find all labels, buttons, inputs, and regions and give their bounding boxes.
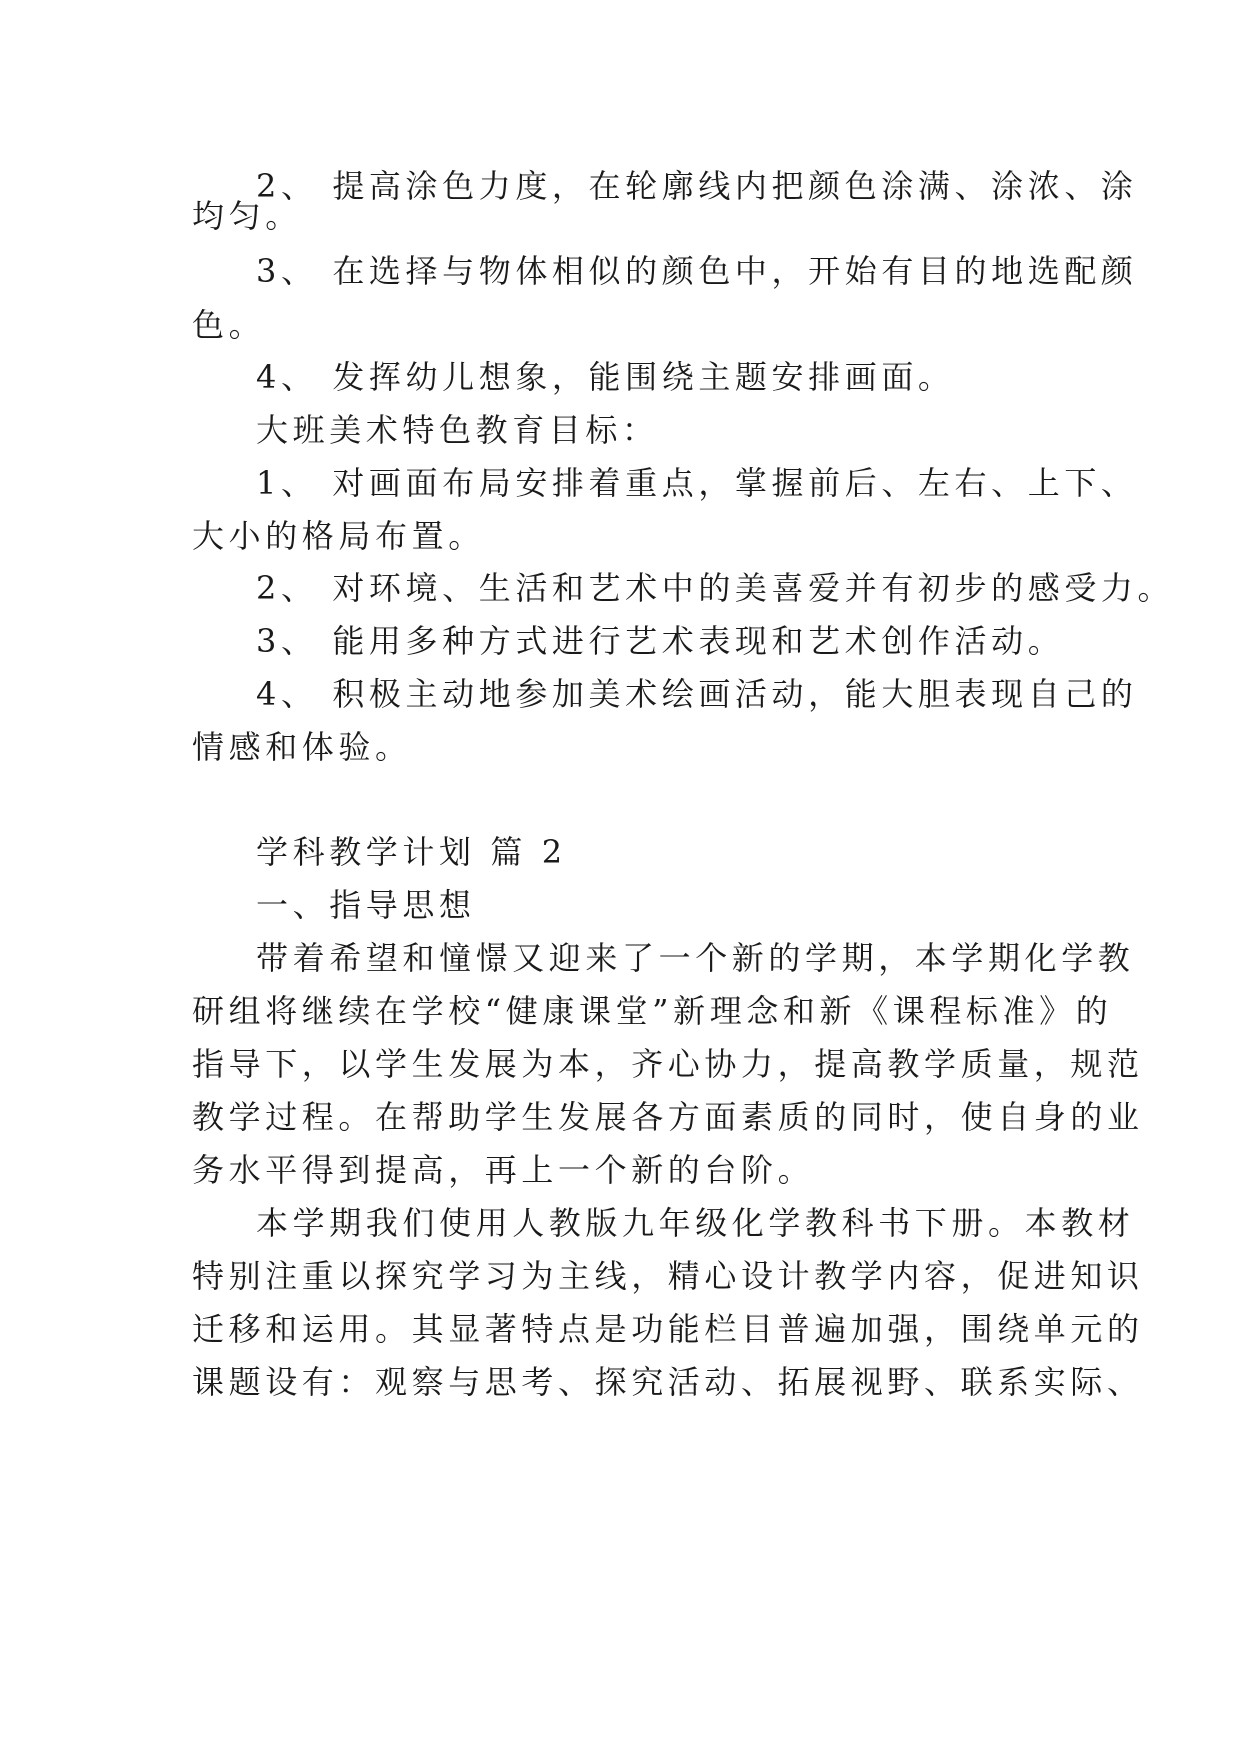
text-line: 色。 xyxy=(192,306,266,344)
text-line: 大小的格局布置。 xyxy=(192,517,485,555)
section-heading: 学科教学计划 篇 2 xyxy=(256,833,567,871)
text-line: 情感和体验。 xyxy=(192,728,412,766)
text-line: 2、 对环境、生活和艺术中的美喜爱并有初步的感受力。 xyxy=(256,569,1175,607)
text-line: 大班美术特色教育目标： xyxy=(256,411,659,449)
text-line: 特别注重以探究学习为主线，精心设计教学内容，促进知识 xyxy=(192,1257,1144,1295)
text-line: 指导下，以学生发展为本，齐心协力，提高教学质量，规范 xyxy=(192,1045,1144,1083)
text-line: 4、 积极主动地参加美术绘画活动，能大胆表现自己的 xyxy=(256,675,1138,713)
text-line: 2、 提高涂色力度，在轮廓线内把颜色涂满、涂浓、涂 xyxy=(256,167,1138,205)
text-line: 本学期我们使用人教版九年级化学教科书下册。本教材 xyxy=(256,1204,1135,1242)
text-line: 研组将继续在学校“健康课堂”新理念和新《课程标准》的 xyxy=(192,992,1113,1030)
text-line: 4、 发挥幼儿想象，能围绕主题安排画面。 xyxy=(256,358,955,396)
text-line: 1、 对画面布局安排着重点，掌握前后、左右、上下、 xyxy=(256,464,1138,502)
subheading: 一、指导思想 xyxy=(256,886,476,924)
text-line: 3、 能用多种方式进行艺术表现和艺术创作活动。 xyxy=(256,622,1065,660)
text-line: 务水平得到提高，再上一个新的台阶。 xyxy=(192,1151,815,1189)
text-line: 迁移和运用。其显著特点是功能栏目普遍加强，围绕单元的 xyxy=(192,1310,1144,1348)
text-line: 3、 在选择与物体相似的颜色中，开始有目的地选配颜 xyxy=(256,252,1138,290)
text-line: 带着希望和憧憬又迎来了一个新的学期，本学期化学教 xyxy=(256,939,1135,977)
text-line: 均匀。 xyxy=(192,197,302,235)
text-line: 课题设有：观察与思考、探究活动、拓展视野、联系实际、 xyxy=(192,1363,1144,1401)
text-line: 教学过程。在帮助学生发展各方面素质的同时，使自身的业 xyxy=(192,1098,1144,1136)
